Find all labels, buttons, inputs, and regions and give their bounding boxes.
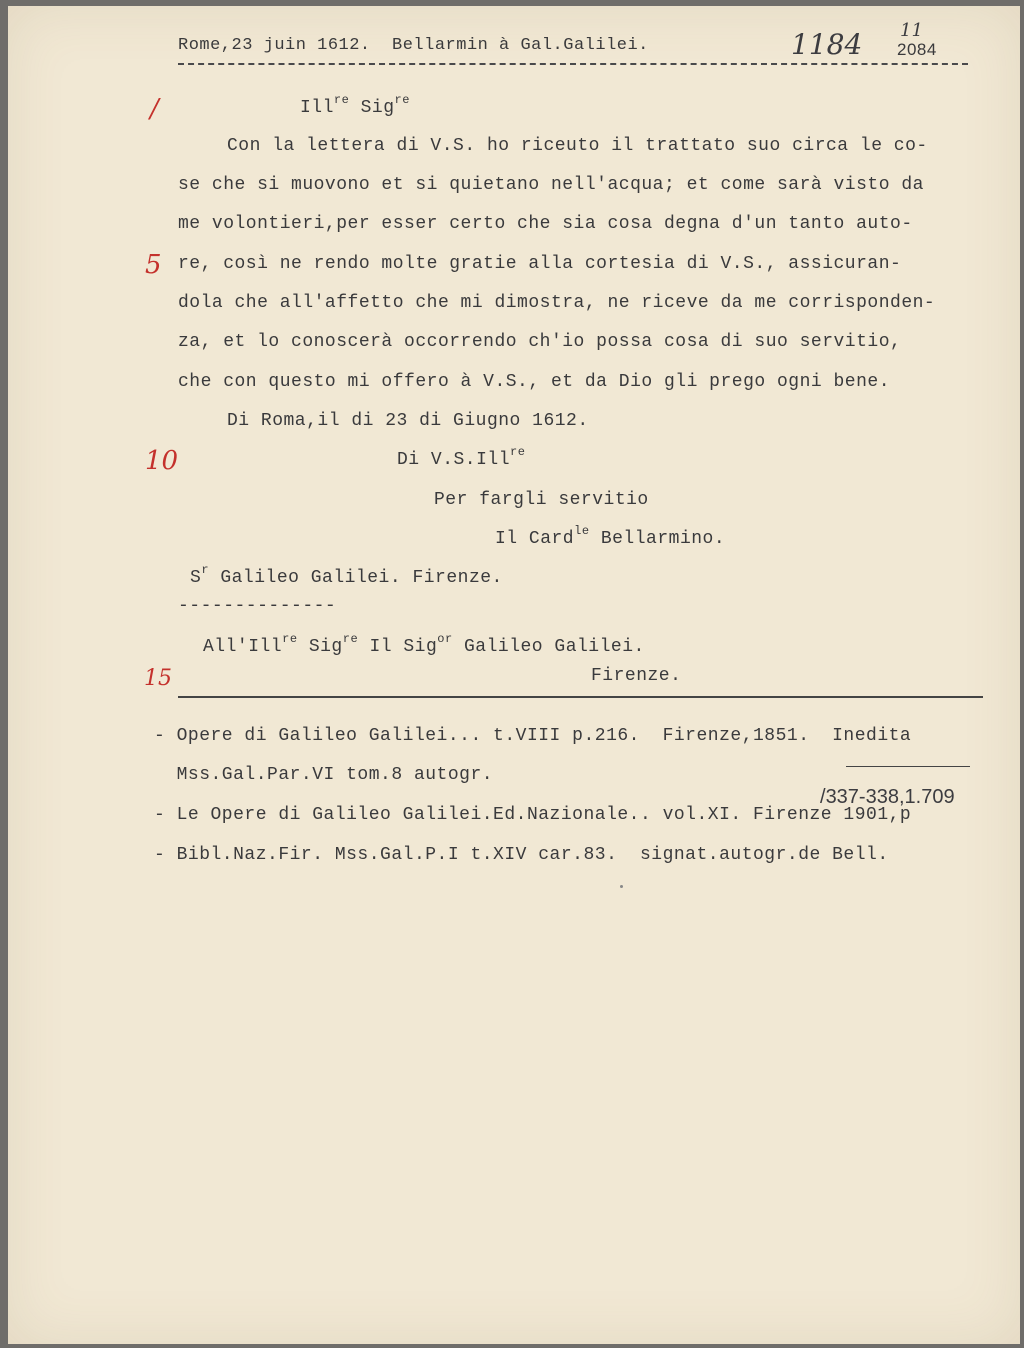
signature: Il Card$^{le}$ Bellarmino. <box>495 524 726 549</box>
reference-2: - Le Opere di Galileo Galilei.Ed.Nazionale.. vol.XI. Firenze 1901,p <box>154 805 912 825</box>
body-line-1: Con la lettera di V.S. ho riceuto il trattato suo circa le co- <box>227 136 928 156</box>
margin-number-5: 5 <box>145 250 162 280</box>
closing-line-1: Di V.S.Ill$^{re}$ <box>397 445 526 470</box>
reference-hand-line <box>846 766 970 767</box>
separator: -------------- <box>178 596 337 616</box>
address-line: All'Ill$^{re}$ Sig$^{re}$ Il Sig$^{or}$ Galileo Galilei. <box>203 632 645 657</box>
margin-number-15: 15 <box>144 666 172 691</box>
date-line: Di Roma,il di 23 di Giugno 1612. <box>227 411 589 431</box>
document-page <box>8 6 1020 1344</box>
body-line-6: za, et lo conoscerà occorrendo ch'io possa cosa di suo servitio, <box>178 332 902 352</box>
document-number: 2084 <box>897 40 937 59</box>
margin-number-10: 10 <box>145 446 179 476</box>
paper-speck <box>620 885 623 888</box>
handwritten-number-small: 11 <box>900 20 923 41</box>
closing-line-2: Per fargli servitio <box>434 490 649 510</box>
address-city: Firenze. <box>591 666 682 686</box>
body-line-7: che con questo mi offero à V.S., et da Dio gli prego ogni bene. <box>178 372 891 392</box>
divider-line <box>178 696 983 698</box>
reference-1-sub: Mss.Gal.Par.VI tom.8 autogr. <box>154 765 494 785</box>
margin-number-1: / <box>150 94 159 124</box>
reference-3: - Bibl.Naz.Fir. Mss.Gal.P.I t.XIV car.83. signat.autogr.de Bell. <box>154 845 889 865</box>
reference-hand-note: /337-338,1.709 <box>820 786 955 808</box>
recipient: $S^r$ Galileo Galilei. Firenze. <box>190 563 503 588</box>
salutation: Ill$^{re}$ Sig$^{re}$ <box>300 93 410 118</box>
body-line-3: me volontieri,per esser certo che sia cosa degna d'un tanto auto- <box>178 214 913 234</box>
handwritten-number: 1184 <box>791 28 863 61</box>
body-line-2: se che si muovono et si quietano nell'acqua; et come sarà visto da <box>178 175 924 195</box>
reference-1: - Opere di Galileo Galilei... t.VIII p.216. Firenze,1851. Inedita <box>154 726 912 746</box>
body-line-5: dola che all'affetto che mi dimostra, ne riceve da me corrisponden- <box>178 293 936 313</box>
header-underline <box>178 63 968 65</box>
header-line: Rome,23 juin 1612. Bellarmin à Gal.Galilei. <box>178 36 649 55</box>
body-line-4: re, così ne rendo molte gratie alla cortesia di V.S., assicuran- <box>178 254 902 274</box>
